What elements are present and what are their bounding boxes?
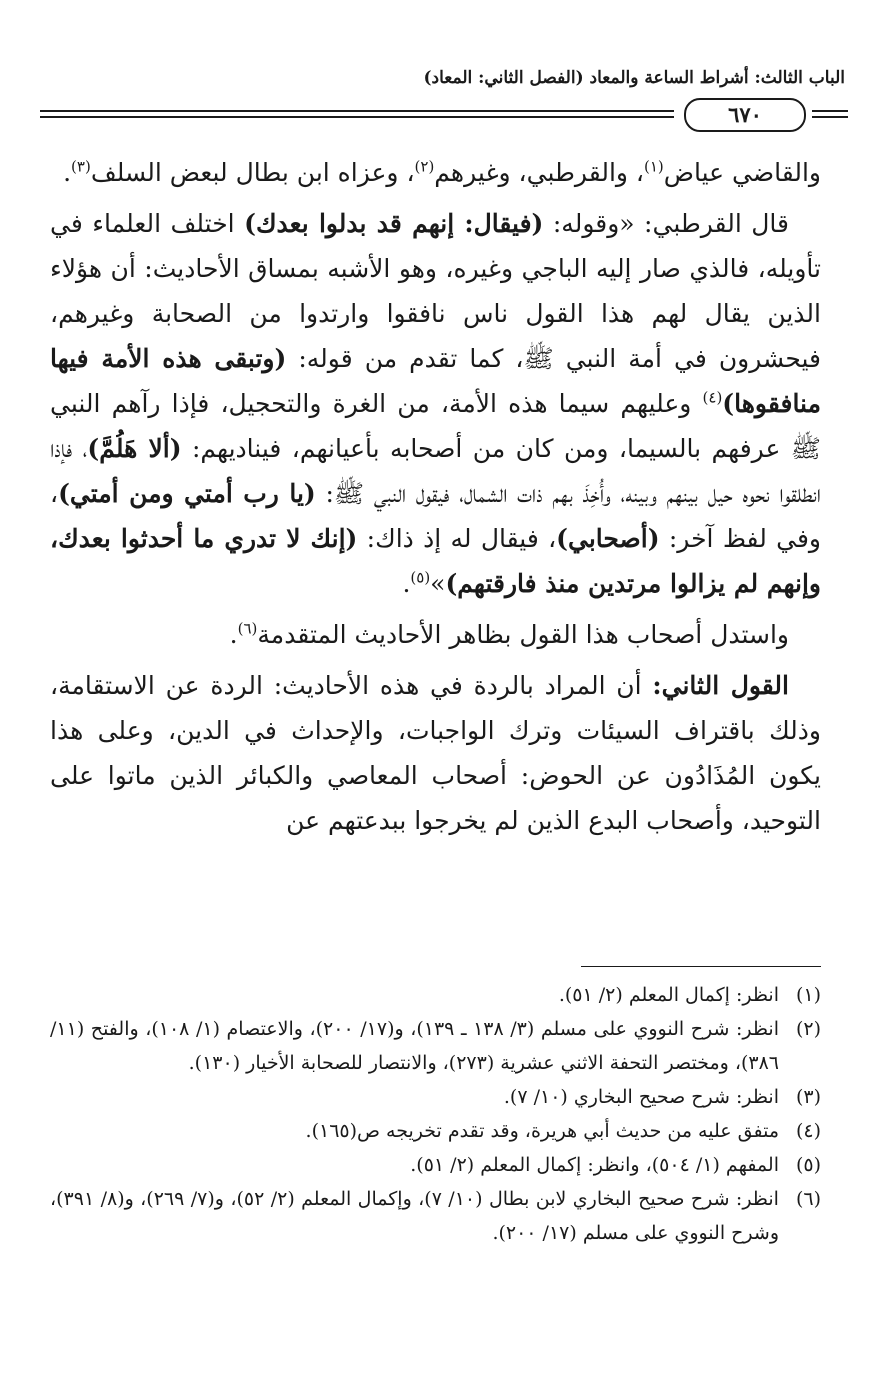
paragraph-1 [50,150,821,195]
footnote-ref: (٣) [71,157,91,176]
text-run: » [430,569,446,598]
footnote-number: (١) [795,984,821,1006]
text-run: ، فإذا انطلقوا نحوه حيل بينهم وبينه، وأُخِذَ بهم ذات الشمال، فيقول النبي ﷺ: [50,434,821,508]
footnote-text: انظر: شرح صحيح البخاري لابن بطال (١٠/ ٧)، وإكمال المعلم (٢/ ٥٢)، و(٧/ ٢٦٩)، و(٨/ ٣٩١)، وشرح النووي على مسلم (١٧/ ٢٠٠). [50,1188,779,1244]
footnote-ref: (١) [644,157,664,176]
text-run: . [229,620,238,649]
footnote-text: المفهم (١/ ٥٠٤)، وانظر: إكمال المعلم (٢/ ٥١). [410,1154,779,1176]
rule-line [812,110,848,112]
page-number: ٦٧٠ [684,98,806,132]
paragraph-4 [50,663,821,843]
bold-quote: (أصحابي) [556,524,660,553]
rule-line [40,110,674,112]
running-title: الباب الثالث: أشراط الساعة والمعاد (الفصل الثاني: المعاد) [423,68,845,88]
footnote-ref: (٢) [414,157,435,176]
text-run: . [402,569,411,598]
rule-line [40,116,674,118]
text-run: اختلف العلماء في تأويله، فالذي صار إليه الباجي وغيره، وهو الأشبه بمساق الأحاديث: أن هؤلاء الذين يقال لهم هذا القول ناس نافقوا وارتدوا من الصحابة وغيرهم، فيحشرون في أمة النبي ﷺ، كما تقدم من قوله: [50,209,821,373]
header-rule [40,98,848,138]
rule-line [812,116,848,118]
footnote-text: متفق عليه من حديث أبي هريرة، وقد تقدم تخريجه ص(١٦٥). [305,1120,779,1142]
footnote-ref: (٤) [702,388,723,407]
footnote [50,978,821,1012]
footnote-number: (٤) [795,1120,821,1142]
footnote-number: (٦) [795,1188,821,1210]
footnote-text: انظر: إكمال المعلم (٢/ ٥١). [558,984,779,1006]
text-run: وعليهم سيما هذه الأمة، من الغرة والتحجيل، فإذا رآهم النبي ﷺ عرفهم بالسيما، ومن كان من أصحابه بأعيانهم، فيناديهم: [50,389,822,463]
footnotes [50,978,821,1250]
footnote-number: (٣) [795,1086,821,1108]
text-run: ، وعزاه ابن بطال لبعض السلف [90,158,415,187]
footnote [50,1114,821,1148]
bold-quote: (إنك لا تدري ما أحدثوا بعدك، وإنهم لم يزالوا مرتدين منذ فارقتهم) [50,524,821,598]
paragraph-3 [50,612,821,657]
bold-quote: (ألا هَلُمَّ) [87,434,182,463]
footnote [50,1080,821,1114]
bold-quote: (يا رب أمتي ومن أمتي) [58,479,316,508]
paragraph-2 [50,201,821,606]
main-text [50,150,821,843]
footnote-number: (٥) [795,1154,821,1176]
footnote-text: انظر: شرح صحيح البخاري (١٠/ ٧). [503,1086,779,1108]
footnote-text: انظر: شرح النووي على مسلم (٣/ ١٣٨ ـ ١٣٩)، و(١٧/ ٢٠٠)، والاعتصام (١/ ١٠٨)، والفتح (١١/ ٣٨٦)، ومختصر التحفة الاثني عشرية (٢٧٣)، والانتصار للصحابة الأخيار (١٣٠). [50,1018,779,1074]
text-run: ، وفي لفظ آخر: [50,479,822,553]
text-run: ، والقرطبي، وغيرهم [434,158,644,187]
text-run: والقاضي عياض [663,158,821,187]
footnote-separator [581,966,821,967]
footnote-ref: (٦) [237,619,258,638]
footnote [50,1012,821,1080]
footnote-number: (٢) [795,1018,821,1040]
text-run: . [63,158,72,187]
text-run: قال القرطبي: «وقوله: [543,209,789,238]
text-run: ، فيقال له إذ ذاك: [357,524,557,553]
text-run: واستدل أصحاب هذا القول بظاهر الأحاديث المتقدمة [257,620,789,649]
section-lead: القول الثاني: [652,671,789,700]
footnote-ref: (٥) [410,568,431,587]
footnote [50,1148,821,1182]
bold-quote: (فيقال: إنهم قد بدلوا بعدك) [244,209,544,238]
footnote [50,1182,821,1250]
text-run: أن المراد بالردة في هذه الأحاديث: الردة عن الاستقامة، وذلك باقتراف السيئات وترك الواجبات، والإحداث في الدين، وعلى هذا يكون المُذَادُون عن الحوض: أصحاب المعاصي والكبائر الذين ماتوا على التوحيد، وأصحاب البدع الذين لم يخرجوا ببدعتهم عن [50,671,821,835]
bold-quote: (وتبقى هذه الأمة فيها منافقوها) [50,344,821,418]
